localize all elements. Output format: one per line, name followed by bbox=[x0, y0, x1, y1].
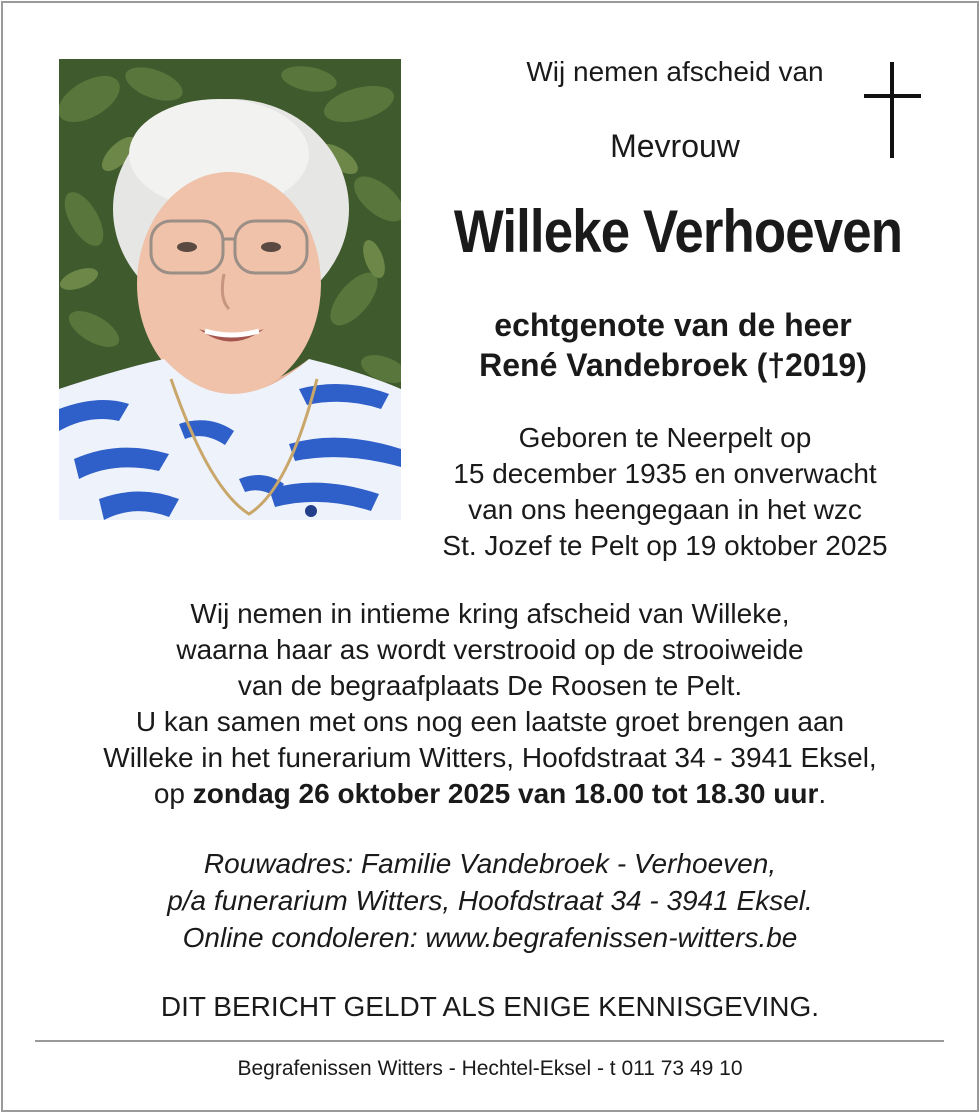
farewell-message bbox=[20, 596, 960, 812]
birth-line: van ons heengegaan in het wzc bbox=[468, 494, 862, 525]
birth-line: Geboren te Neerpelt op bbox=[518, 422, 812, 453]
message-line: Willeke in het funerarium Witters, Hoofdstraat 34 - 3941 Eksel, bbox=[103, 742, 877, 773]
message-line: waarna haar as wordt verstrooid op de strooiweide bbox=[176, 634, 804, 665]
message-line: Wij nemen in intieme kring afscheid van Willeke, bbox=[190, 598, 790, 629]
birth-death-info bbox=[400, 420, 930, 564]
funeral-home-footer: Begrafenissen Witters - Hechtel-Eksel - t 011 73 49 10 bbox=[237, 1057, 743, 1080]
visitation-suffix: . bbox=[818, 778, 827, 809]
message-line: van de begraafplaats De Roosen te Pelt. bbox=[237, 670, 743, 701]
message-line: U kan samen met ons nog een laatste groet brengen aan bbox=[135, 706, 845, 737]
online-condolence-line: Online condoleren: www.begrafenissen-witters.be bbox=[182, 922, 798, 953]
address-line: p/a funerarium Witters, Hoofdstraat 34 - 3941 Eksel. bbox=[167, 885, 813, 916]
spouse-line: echtgenote van de heer bbox=[494, 307, 852, 343]
honorific: Mevrouw bbox=[610, 128, 740, 164]
visitation-prefix: op bbox=[153, 778, 193, 809]
intro-text: Wij nemen afscheid van bbox=[526, 56, 824, 87]
visitation-line bbox=[20, 776, 960, 812]
birth-line: 15 december 1935 en onverwacht bbox=[453, 458, 877, 489]
address-line: Rouwadres: Familie Vandebroek - Verhoeven, bbox=[203, 848, 777, 879]
spouse-info bbox=[410, 305, 936, 385]
birth-line: St. Jozef te Pelt op 19 oktober 2025 bbox=[442, 530, 888, 561]
divider bbox=[35, 1040, 944, 1042]
spouse-name: René Vandebroek (†2019) bbox=[479, 347, 867, 383]
deceased-name: Willeke Verhoeven bbox=[453, 198, 903, 265]
condolence-address bbox=[20, 845, 960, 956]
visitation-datetime: zondag 26 oktober 2025 van 18.00 tot 18.30 uur bbox=[192, 778, 819, 809]
portrait-photo bbox=[59, 59, 401, 520]
notice-text: DIT BERICHT GELDT ALS ENIGE KENNISGEVING. bbox=[160, 991, 820, 1022]
